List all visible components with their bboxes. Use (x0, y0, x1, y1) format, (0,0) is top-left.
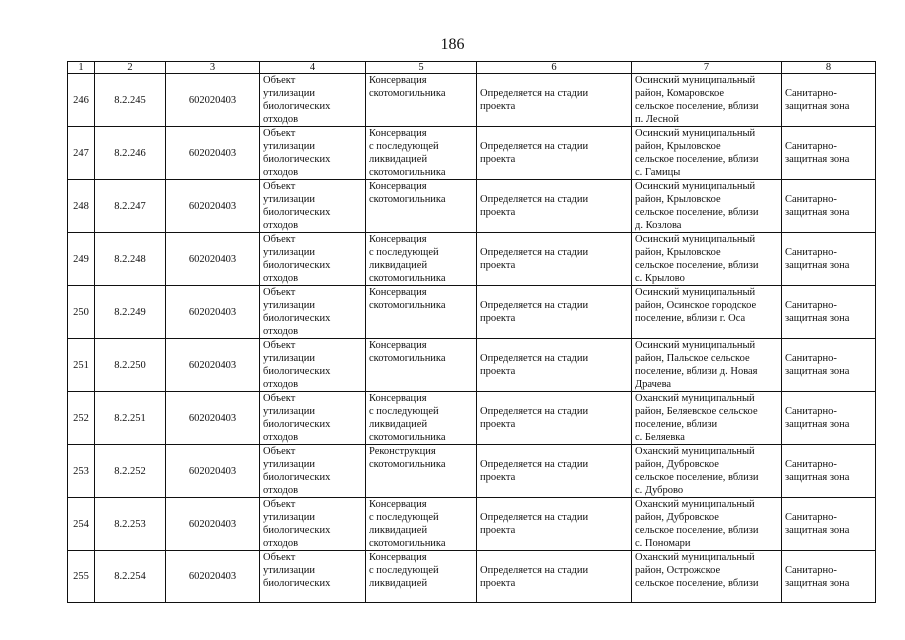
planned-action-cell (366, 392, 477, 445)
object-location: Осинский муниципальный район, Пальское сельское поселение, вблизи д. Новая Драчева (635, 340, 758, 390)
object-registry-code-cell (166, 180, 260, 233)
object-registry-code-cell (166, 233, 260, 286)
object-location-cell (632, 551, 782, 603)
table-row (68, 392, 876, 445)
object-registry-code-cell (166, 498, 260, 551)
page-number: 186 (440, 36, 465, 53)
object-code-cell (95, 339, 166, 392)
object-code-cell (95, 286, 166, 339)
restriction-zone: Санитарно- защитная зона (785, 194, 850, 218)
planned-action-cell (366, 498, 477, 551)
restriction-zone-cell (782, 127, 876, 180)
object-type: Объект утилизации биологических отходов (263, 499, 331, 549)
object-type-cell (260, 392, 366, 445)
object-location-cell (632, 498, 782, 551)
object-code: 8.2.254 (114, 571, 146, 582)
object-type: Объект утилизации биологических отходов (263, 393, 331, 443)
object-registry-code: 602020403 (188, 518, 237, 530)
object-registry-code: 602020403 (188, 147, 237, 159)
row-number-cell (68, 180, 95, 233)
object-type-cell (260, 233, 366, 286)
object-registry-code-cell (166, 127, 260, 180)
row-number-cell (68, 551, 95, 603)
object-code-cell (95, 498, 166, 551)
table-row (68, 180, 876, 233)
object-type-cell (260, 445, 366, 498)
object-type: Объект утилизации биологических отходов (263, 287, 331, 337)
object-parameters-cell (477, 286, 632, 339)
row-number: 253 (73, 465, 89, 477)
table-row (68, 233, 876, 286)
row-number: 252 (73, 412, 89, 424)
restriction-zone-cell (782, 180, 876, 233)
row-number: 249 (73, 253, 89, 265)
column-header: 5 (366, 62, 477, 74)
planned-action: Консервация с последующей ликвидацией (369, 552, 439, 589)
object-parameters-cell (477, 74, 632, 127)
object-code-cell (95, 233, 166, 286)
column-header: 7 (632, 62, 782, 74)
column-header: 3 (166, 62, 260, 74)
object-location-cell (632, 392, 782, 445)
row-number: 247 (73, 147, 89, 159)
row-number-cell (68, 233, 95, 286)
row-number-cell (68, 339, 95, 392)
object-code: 8.2.249 (114, 306, 146, 318)
row-number: 246 (73, 94, 89, 106)
object-code-cell (95, 551, 166, 603)
object-registry-code-cell (166, 286, 260, 339)
object-parameters: Определяется на стадии проекта (480, 88, 589, 112)
row-number-cell (68, 498, 95, 551)
object-parameters-cell (477, 127, 632, 180)
object-code-cell (95, 445, 166, 498)
object-location-cell (632, 286, 782, 339)
object-parameters-cell (477, 498, 632, 551)
object-parameters: Определяется на стадии проекта (480, 300, 589, 324)
object-registry-code: 602020403 (188, 200, 237, 212)
object-parameters: Определяется на стадии проекта (480, 564, 589, 589)
row-number-cell (68, 445, 95, 498)
row-number: 254 (73, 518, 89, 530)
column-header: 2 (95, 62, 166, 74)
planned-action: Консервация скотомогильника (369, 287, 446, 311)
object-parameters-cell (477, 233, 632, 286)
object-location: Оханский муниципальный район, Дубровское сельское поселение, вблизи с. Пономари (635, 499, 759, 549)
object-code: 8.2.252 (114, 465, 146, 477)
object-parameters: Определяется на стадии проекта (480, 459, 589, 483)
object-type: Объект утилизации биологических отходов (263, 340, 331, 390)
restriction-zone: Санитарно- защитная зона (785, 459, 850, 483)
planned-action-cell (366, 74, 477, 127)
object-registry-code-cell (166, 551, 260, 603)
object-location-cell (632, 127, 782, 180)
column-header: 6 (477, 62, 632, 74)
object-type: Объект утилизации биологических (263, 552, 331, 589)
object-registry-code: 602020403 (188, 94, 237, 106)
table-row (68, 74, 876, 127)
object-type-cell (260, 74, 366, 127)
restriction-zone-cell (782, 445, 876, 498)
table-row (68, 551, 876, 603)
planned-action: Реконструкция скотомогильника (369, 446, 446, 470)
object-location-cell (632, 180, 782, 233)
object-location: Оханский муниципальный район, Острожское сельское поселение, вблизи (635, 552, 759, 589)
object-code: 8.2.245 (114, 94, 146, 106)
row-number: 248 (73, 200, 89, 212)
object-parameters-cell (477, 180, 632, 233)
object-type-cell (260, 551, 366, 603)
restriction-zone-cell (782, 392, 876, 445)
column-header: 1 (68, 62, 95, 74)
object-parameters: Определяется на стадии проекта (480, 141, 589, 165)
table-row (68, 445, 876, 498)
object-code-cell (95, 127, 166, 180)
object-parameters: Определяется на стадии проекта (480, 194, 589, 218)
table-row (68, 286, 876, 339)
object-registry-code-cell (166, 74, 260, 127)
object-code: 8.2.251 (114, 412, 146, 424)
planned-action-cell (366, 339, 477, 392)
column-header: 4 (260, 62, 366, 74)
objects-table (67, 61, 876, 603)
planned-action: Консервация с последующей ликвидацией скотомогильника (369, 499, 446, 549)
planned-action: Консервация скотомогильника (369, 181, 446, 205)
object-registry-code-cell (166, 392, 260, 445)
planned-action-cell (366, 286, 477, 339)
row-number-cell (68, 392, 95, 445)
row-number-cell (68, 286, 95, 339)
planned-action-cell (366, 233, 477, 286)
object-type-cell (260, 498, 366, 551)
restriction-zone-cell (782, 339, 876, 392)
object-type: Объект утилизации биологических отходов (263, 75, 331, 125)
object-code-cell (95, 180, 166, 233)
planned-action: Консервация с последующей ликвидацией скотомогильника (369, 128, 446, 178)
object-parameters: Определяется на стадии проекта (480, 353, 589, 377)
object-parameters-cell (477, 392, 632, 445)
restriction-zone: Санитарно- защитная зона (785, 141, 850, 165)
restriction-zone: Санитарно- защитная зона (785, 512, 850, 536)
object-registry-code: 602020403 (188, 306, 237, 318)
planned-action: Консервация с последующей ликвидацией скотомогильника (369, 234, 446, 284)
row-number: 251 (73, 359, 89, 371)
object-code: 8.2.253 (114, 518, 146, 530)
object-type: Объект утилизации биологических отходов (263, 128, 331, 178)
restriction-zone-cell (782, 498, 876, 551)
object-type: Объект утилизации биологических отходов (263, 446, 331, 496)
object-registry-code: 602020403 (188, 571, 237, 582)
object-location-cell (632, 74, 782, 127)
header-row (68, 62, 876, 74)
planned-action: Консервация скотомогильника (369, 75, 446, 99)
object-location-cell (632, 445, 782, 498)
object-location: Осинский муниципальный район, Крыловское сельское поселение, вблизи с. Гамицы (635, 128, 759, 178)
object-code: 8.2.250 (114, 359, 146, 371)
restriction-zone-cell (782, 233, 876, 286)
restriction-zone: Санитарно- защитная зона (785, 353, 850, 377)
restriction-zone: Санитарно- защитная зона (785, 406, 850, 430)
object-parameters-cell (477, 445, 632, 498)
object-location-cell (632, 339, 782, 392)
object-type-cell (260, 286, 366, 339)
object-registry-code: 602020403 (188, 465, 237, 477)
row-number-cell (68, 74, 95, 127)
planned-action-cell (366, 551, 477, 603)
object-registry-code: 602020403 (188, 412, 237, 424)
planned-action-cell (366, 127, 477, 180)
row-number: 250 (73, 306, 89, 318)
object-code-cell (95, 74, 166, 127)
planned-action: Консервация с последующей ликвидацией скотомогильника (369, 393, 446, 443)
restriction-zone: Санитарно- защитная зона (785, 300, 850, 324)
restriction-zone-cell (782, 286, 876, 339)
restriction-zone-cell (782, 74, 876, 127)
object-parameters: Определяется на стадии проекта (480, 512, 589, 536)
column-header: 8 (782, 62, 876, 74)
planned-action-cell (366, 180, 477, 233)
restriction-zone: Санитарно- защитная зона (785, 88, 850, 112)
object-location: Осинский муниципальный район, Осинское городское поселение, вблизи г. Оса (635, 287, 757, 324)
planned-action-cell (366, 445, 477, 498)
object-location: Оханский муниципальный район, Дубровское сельское поселение, вблизи с. Дуброво (635, 446, 759, 496)
table-row (68, 339, 876, 392)
object-type: Объект утилизации биологических отходов (263, 181, 331, 231)
restriction-zone-cell (782, 551, 876, 603)
row-number-cell (68, 127, 95, 180)
object-code-cell (95, 392, 166, 445)
object-code: 8.2.246 (114, 147, 146, 159)
object-registry-code-cell (166, 445, 260, 498)
object-registry-code: 602020403 (188, 253, 237, 265)
object-parameters-cell (477, 551, 632, 603)
object-parameters-cell (477, 339, 632, 392)
object-type-cell (260, 127, 366, 180)
object-registry-code-cell (166, 339, 260, 392)
object-type: Объект утилизации биологических отходов (263, 234, 331, 284)
planned-action: Консервация скотомогильника (369, 340, 446, 364)
restriction-zone: Санитарно- защитная зона (785, 247, 850, 271)
object-type-cell (260, 339, 366, 392)
object-location: Оханский муниципальный район, Беляевское сельское поселение, вблизи с. Беляевка (635, 393, 758, 443)
object-type-cell (260, 180, 366, 233)
object-code: 8.2.247 (114, 200, 146, 212)
object-parameters: Определяется на стадии проекта (480, 406, 589, 430)
restriction-zone: Санитарно- защитная зона (785, 564, 850, 589)
object-location: Осинский муниципальный район, Комаровское сельское поселение, вблизи п. Лесной (635, 75, 759, 125)
object-parameters: Определяется на стадии проекта (480, 247, 589, 271)
object-location: Осинский муниципальный район, Крыловское сельское поселение, вблизи с. Крылово (635, 234, 759, 284)
table-row (68, 498, 876, 551)
object-code: 8.2.248 (114, 253, 146, 265)
object-registry-code: 602020403 (188, 359, 237, 371)
table-row (68, 127, 876, 180)
object-location: Осинский муниципальный район, Крыловское сельское поселение, вблизи д. Козлова (635, 181, 759, 231)
row-number: 255 (73, 571, 89, 582)
object-location-cell (632, 233, 782, 286)
